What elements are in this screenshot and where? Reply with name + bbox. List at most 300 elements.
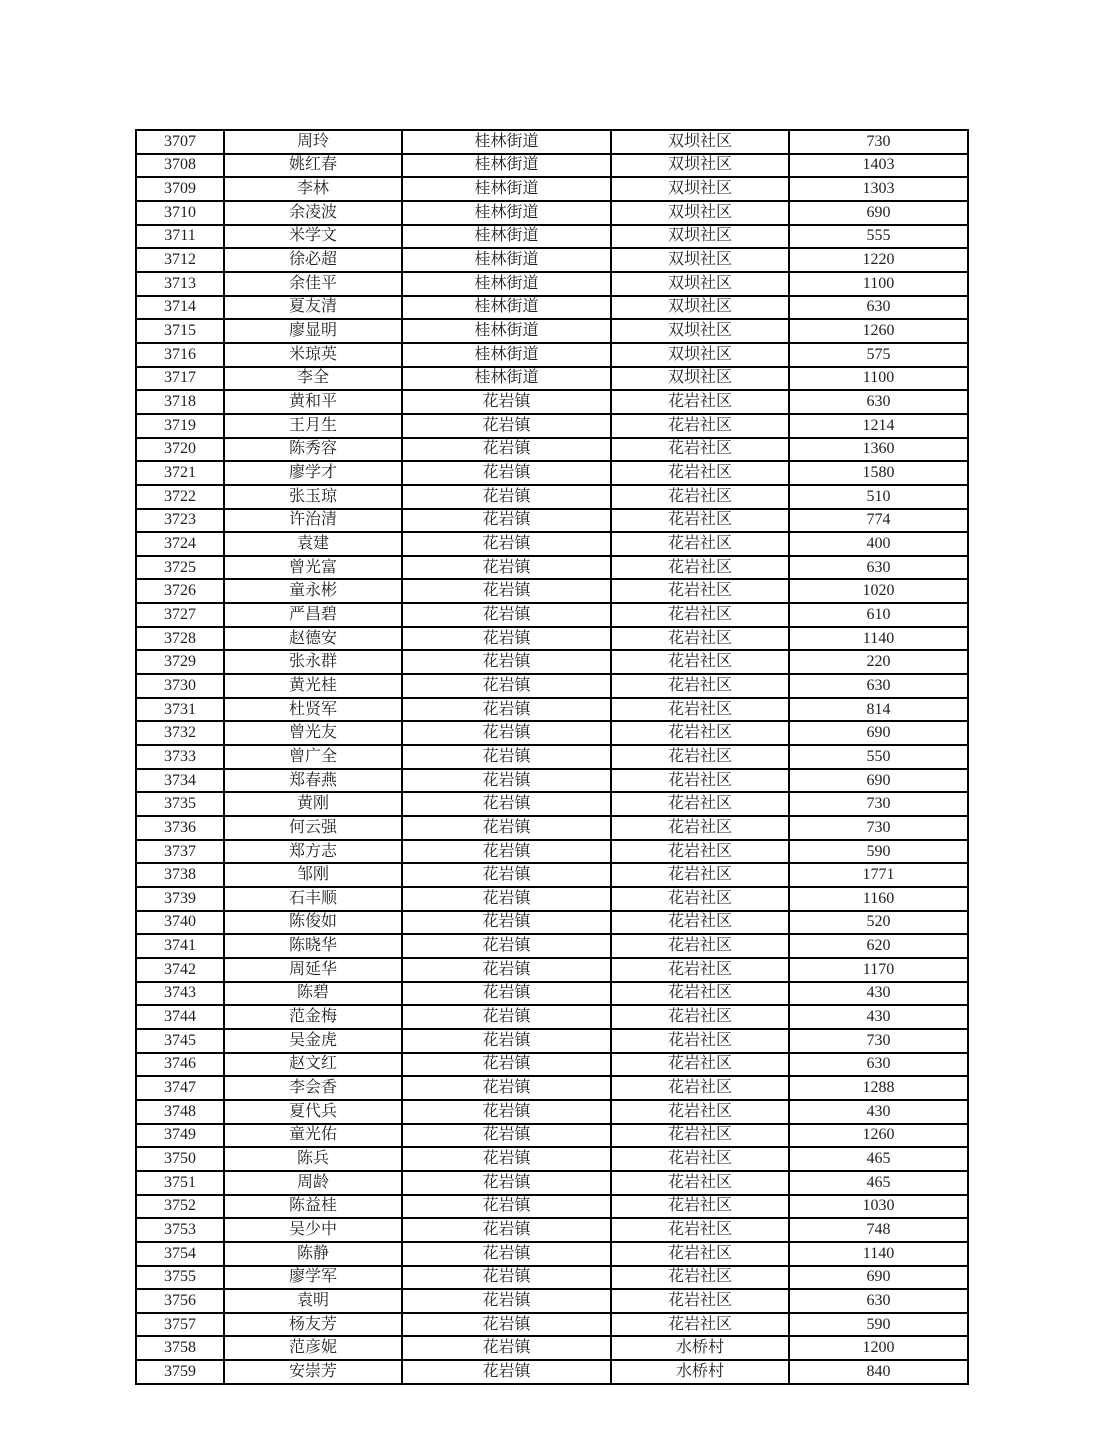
cell-name: 张玉琼 (224, 485, 402, 509)
table-row (136, 627, 968, 651)
cell-amount: 1020 (789, 579, 968, 603)
cell-town: 花岩镇 (402, 863, 611, 887)
cell-community: 花岩社区 (611, 1289, 789, 1313)
cell-serial: 3730 (136, 674, 224, 698)
cell-amount: 465 (789, 1147, 968, 1171)
cell-amount: 1260 (789, 1124, 968, 1148)
table-row (136, 887, 968, 911)
cell-community: 双坝社区 (611, 177, 789, 201)
cell-serial: 3742 (136, 958, 224, 982)
cell-town: 桂林街道 (402, 367, 611, 391)
cell-town: 桂林街道 (402, 248, 611, 272)
cell-community: 花岩社区 (611, 721, 789, 745)
cell-community: 双坝社区 (611, 343, 789, 367)
table-row (136, 438, 968, 462)
cell-town: 花岩镇 (402, 934, 611, 958)
cell-amount: 630 (789, 1289, 968, 1313)
cell-name: 邹刚 (224, 863, 402, 887)
cell-name: 陈晓华 (224, 934, 402, 958)
cell-town: 花岩镇 (402, 390, 611, 414)
cell-community: 花岩社区 (611, 840, 789, 864)
cell-name: 陈秀容 (224, 438, 402, 462)
cell-town: 花岩镇 (402, 887, 611, 911)
table-row (136, 840, 968, 864)
cell-community: 花岩社区 (611, 1053, 789, 1077)
cell-town: 花岩镇 (402, 792, 611, 816)
cell-town: 花岩镇 (402, 650, 611, 674)
cell-town: 花岩镇 (402, 1171, 611, 1195)
table-row (136, 1289, 968, 1313)
cell-name: 廖学军 (224, 1266, 402, 1290)
cell-amount: 430 (789, 1100, 968, 1124)
cell-town: 桂林街道 (402, 177, 611, 201)
cell-community: 花岩社区 (611, 816, 789, 840)
cell-serial: 3746 (136, 1053, 224, 1077)
cell-amount: 1771 (789, 863, 968, 887)
cell-community: 双坝社区 (611, 367, 789, 391)
cell-serial: 3725 (136, 556, 224, 580)
table-row (136, 414, 968, 438)
cell-town: 桂林街道 (402, 225, 611, 249)
cell-town: 花岩镇 (402, 769, 611, 793)
table-row (136, 1029, 968, 1053)
cell-community: 花岩社区 (611, 1005, 789, 1029)
cell-community: 双坝社区 (611, 248, 789, 272)
table-row (136, 792, 968, 816)
cell-town: 花岩镇 (402, 461, 611, 485)
cell-name: 曾广全 (224, 745, 402, 769)
cell-name: 童光佑 (224, 1124, 402, 1148)
cell-serial: 3753 (136, 1218, 224, 1242)
cell-community: 花岩社区 (611, 674, 789, 698)
cell-town: 花岩镇 (402, 1124, 611, 1148)
cell-community: 花岩社区 (611, 461, 789, 485)
cell-serial: 3745 (136, 1029, 224, 1053)
cell-amount: 430 (789, 1005, 968, 1029)
cell-town: 桂林街道 (402, 319, 611, 343)
cell-serial: 3714 (136, 296, 224, 320)
cell-community: 水桥村 (611, 1336, 789, 1360)
cell-town: 花岩镇 (402, 674, 611, 698)
cell-serial: 3733 (136, 745, 224, 769)
cell-town: 花岩镇 (402, 745, 611, 769)
table-row (136, 958, 968, 982)
cell-town: 桂林街道 (402, 296, 611, 320)
cell-amount: 590 (789, 1313, 968, 1337)
cell-amount: 1220 (789, 248, 968, 272)
cell-amount: 400 (789, 532, 968, 556)
cell-serial: 3729 (136, 650, 224, 674)
cell-amount: 550 (789, 745, 968, 769)
cell-name: 李全 (224, 367, 402, 391)
cell-name: 夏友清 (224, 296, 402, 320)
cell-town: 花岩镇 (402, 721, 611, 745)
cell-serial: 3716 (136, 343, 224, 367)
cell-serial: 3759 (136, 1360, 224, 1384)
cell-amount: 1303 (789, 177, 968, 201)
cell-community: 花岩社区 (611, 438, 789, 462)
cell-town: 花岩镇 (402, 1242, 611, 1266)
cell-amount: 1288 (789, 1076, 968, 1100)
cell-serial: 3728 (136, 627, 224, 651)
table-row (136, 1218, 968, 1242)
cell-amount: 730 (789, 130, 968, 154)
cell-name: 吴少中 (224, 1218, 402, 1242)
cell-name: 李会香 (224, 1076, 402, 1100)
table-row (136, 1360, 968, 1384)
cell-community: 花岩社区 (611, 769, 789, 793)
cell-serial: 3710 (136, 201, 224, 225)
cell-town: 花岩镇 (402, 816, 611, 840)
cell-amount: 774 (789, 509, 968, 533)
cell-town: 花岩镇 (402, 579, 611, 603)
cell-name: 张永群 (224, 650, 402, 674)
table-row (136, 816, 968, 840)
cell-name: 杜贤军 (224, 698, 402, 722)
cell-name: 陈兵 (224, 1147, 402, 1171)
cell-serial: 3755 (136, 1266, 224, 1290)
table-row (136, 1124, 968, 1148)
table-row (136, 1005, 968, 1029)
cell-serial: 3741 (136, 934, 224, 958)
table-row (136, 1053, 968, 1077)
cell-amount: 630 (789, 296, 968, 320)
table-row (136, 154, 968, 178)
records-table-body (136, 130, 968, 1384)
cell-name: 周龄 (224, 1171, 402, 1195)
table-row (136, 201, 968, 225)
cell-amount: 1360 (789, 438, 968, 462)
cell-name: 吴金虎 (224, 1029, 402, 1053)
cell-town: 花岩镇 (402, 1076, 611, 1100)
cell-town: 花岩镇 (402, 1218, 611, 1242)
cell-serial: 3748 (136, 1100, 224, 1124)
cell-town: 花岩镇 (402, 532, 611, 556)
cell-town: 桂林街道 (402, 272, 611, 296)
cell-name: 郑春燕 (224, 769, 402, 793)
cell-town: 花岩镇 (402, 627, 611, 651)
cell-town: 花岩镇 (402, 1005, 611, 1029)
cell-community: 花岩社区 (611, 1124, 789, 1148)
table-row (136, 556, 968, 580)
cell-name: 徐必超 (224, 248, 402, 272)
cell-amount: 690 (789, 1266, 968, 1290)
cell-community: 花岩社区 (611, 863, 789, 887)
cell-serial: 3750 (136, 1147, 224, 1171)
table-row (136, 272, 968, 296)
cell-serial: 3737 (136, 840, 224, 864)
table-row (136, 1266, 968, 1290)
cell-community: 花岩社区 (611, 390, 789, 414)
cell-community: 水桥村 (611, 1360, 789, 1384)
cell-serial: 3717 (136, 367, 224, 391)
table-row (136, 745, 968, 769)
cell-amount: 220 (789, 650, 968, 674)
cell-name: 石丰顺 (224, 887, 402, 911)
cell-name: 童永彬 (224, 579, 402, 603)
cell-amount: 690 (789, 201, 968, 225)
table-row (136, 863, 968, 887)
cell-name: 王月生 (224, 414, 402, 438)
cell-community: 花岩社区 (611, 911, 789, 935)
table-row (136, 769, 968, 793)
table-row (136, 343, 968, 367)
cell-name: 黄刚 (224, 792, 402, 816)
cell-serial: 3727 (136, 603, 224, 627)
cell-name: 李林 (224, 177, 402, 201)
cell-town: 花岩镇 (402, 1360, 611, 1384)
cell-town: 花岩镇 (402, 1029, 611, 1053)
cell-community: 花岩社区 (611, 414, 789, 438)
table-row (136, 1195, 968, 1219)
cell-name: 陈益桂 (224, 1195, 402, 1219)
table-row (136, 1336, 968, 1360)
cell-amount: 730 (789, 816, 968, 840)
table-row (136, 721, 968, 745)
cell-amount: 1140 (789, 627, 968, 651)
cell-amount: 575 (789, 343, 968, 367)
cell-serial: 3712 (136, 248, 224, 272)
cell-serial: 3711 (136, 225, 224, 249)
cell-amount: 690 (789, 769, 968, 793)
cell-name: 陈俊如 (224, 911, 402, 935)
table-row (136, 698, 968, 722)
table-row (136, 1313, 968, 1337)
cell-amount: 730 (789, 792, 968, 816)
cell-amount: 1214 (789, 414, 968, 438)
table-row (136, 1242, 968, 1266)
cell-town: 花岩镇 (402, 1313, 611, 1337)
cell-community: 花岩社区 (611, 792, 789, 816)
table-row (136, 911, 968, 935)
cell-amount: 748 (789, 1218, 968, 1242)
cell-community: 花岩社区 (611, 485, 789, 509)
cell-name: 余佳平 (224, 272, 402, 296)
cell-serial: 3739 (136, 887, 224, 911)
cell-amount: 1030 (789, 1195, 968, 1219)
cell-community: 花岩社区 (611, 650, 789, 674)
table-row (136, 603, 968, 627)
cell-community: 花岩社区 (611, 627, 789, 651)
cell-town: 花岩镇 (402, 840, 611, 864)
cell-community: 花岩社区 (611, 579, 789, 603)
cell-name: 何云强 (224, 816, 402, 840)
cell-community: 花岩社区 (611, 556, 789, 580)
cell-name: 陈静 (224, 1242, 402, 1266)
cell-serial: 3718 (136, 390, 224, 414)
cell-name: 曾光富 (224, 556, 402, 580)
table-row (136, 248, 968, 272)
cell-town: 花岩镇 (402, 485, 611, 509)
cell-amount: 630 (789, 1053, 968, 1077)
cell-serial: 3723 (136, 509, 224, 533)
cell-name: 安崇芳 (224, 1360, 402, 1384)
cell-serial: 3751 (136, 1171, 224, 1195)
cell-name: 赵德安 (224, 627, 402, 651)
cell-name: 夏代兵 (224, 1100, 402, 1124)
cell-serial: 3724 (136, 532, 224, 556)
cell-community: 花岩社区 (611, 1195, 789, 1219)
cell-town: 花岩镇 (402, 414, 611, 438)
cell-amount: 1580 (789, 461, 968, 485)
cell-serial: 3709 (136, 177, 224, 201)
cell-serial: 3722 (136, 485, 224, 509)
cell-serial: 3731 (136, 698, 224, 722)
cell-community: 花岩社区 (611, 1242, 789, 1266)
cell-amount: 1100 (789, 367, 968, 391)
cell-serial: 3754 (136, 1242, 224, 1266)
cell-name: 严昌碧 (224, 603, 402, 627)
cell-amount: 1140 (789, 1242, 968, 1266)
cell-name: 廖显明 (224, 319, 402, 343)
table-row (136, 934, 968, 958)
cell-town: 花岩镇 (402, 1053, 611, 1077)
cell-serial: 3744 (136, 1005, 224, 1029)
table-row (136, 509, 968, 533)
cell-community: 花岩社区 (611, 1218, 789, 1242)
cell-amount: 555 (789, 225, 968, 249)
cell-name: 曾光友 (224, 721, 402, 745)
cell-community: 花岩社区 (611, 1147, 789, 1171)
cell-town: 花岩镇 (402, 1266, 611, 1290)
cell-community: 花岩社区 (611, 982, 789, 1006)
cell-town: 花岩镇 (402, 1289, 611, 1313)
cell-serial: 3747 (136, 1076, 224, 1100)
cell-community: 花岩社区 (611, 1076, 789, 1100)
cell-community: 花岩社区 (611, 958, 789, 982)
cell-serial: 3738 (136, 863, 224, 887)
table-row (136, 579, 968, 603)
cell-serial: 3708 (136, 154, 224, 178)
cell-amount: 1200 (789, 1336, 968, 1360)
table-row (136, 485, 968, 509)
cell-name: 黄和平 (224, 390, 402, 414)
table-row (136, 177, 968, 201)
cell-serial: 3757 (136, 1313, 224, 1337)
cell-amount: 730 (789, 1029, 968, 1053)
cell-amount: 430 (789, 982, 968, 1006)
cell-serial: 3743 (136, 982, 224, 1006)
table-row (136, 367, 968, 391)
table-row (136, 1171, 968, 1195)
cell-community: 花岩社区 (611, 698, 789, 722)
cell-serial: 3713 (136, 272, 224, 296)
cell-amount: 630 (789, 556, 968, 580)
cell-name: 周延华 (224, 958, 402, 982)
cell-community: 双坝社区 (611, 319, 789, 343)
cell-amount: 590 (789, 840, 968, 864)
cell-name: 郑方志 (224, 840, 402, 864)
table-row (136, 650, 968, 674)
cell-community: 花岩社区 (611, 509, 789, 533)
cell-name: 陈碧 (224, 982, 402, 1006)
cell-name: 范彦妮 (224, 1336, 402, 1360)
table-row (136, 319, 968, 343)
table-row (136, 982, 968, 1006)
cell-community: 花岩社区 (611, 1171, 789, 1195)
table-row (136, 1100, 968, 1124)
cell-serial: 3735 (136, 792, 224, 816)
cell-amount: 465 (789, 1171, 968, 1195)
cell-name: 余凌波 (224, 201, 402, 225)
cell-name: 廖学才 (224, 461, 402, 485)
cell-town: 花岩镇 (402, 603, 611, 627)
cell-community: 花岩社区 (611, 1029, 789, 1053)
cell-town: 花岩镇 (402, 1336, 611, 1360)
table-row (136, 225, 968, 249)
cell-name: 袁明 (224, 1289, 402, 1313)
cell-town: 花岩镇 (402, 911, 611, 935)
records-table (135, 129, 969, 1385)
cell-amount: 520 (789, 911, 968, 935)
cell-serial: 3758 (136, 1336, 224, 1360)
cell-town: 花岩镇 (402, 958, 611, 982)
cell-town: 桂林街道 (402, 130, 611, 154)
cell-serial: 3720 (136, 438, 224, 462)
cell-name: 杨友芳 (224, 1313, 402, 1337)
cell-serial: 3707 (136, 130, 224, 154)
cell-community: 花岩社区 (611, 887, 789, 911)
cell-community: 双坝社区 (611, 130, 789, 154)
cell-serial: 3749 (136, 1124, 224, 1148)
cell-serial: 3740 (136, 911, 224, 935)
cell-town: 花岩镇 (402, 698, 611, 722)
cell-town: 花岩镇 (402, 509, 611, 533)
cell-community: 双坝社区 (611, 296, 789, 320)
cell-name: 袁建 (224, 532, 402, 556)
cell-amount: 620 (789, 934, 968, 958)
cell-name: 许治清 (224, 509, 402, 533)
cell-amount: 630 (789, 674, 968, 698)
cell-town: 桂林街道 (402, 343, 611, 367)
cell-town: 花岩镇 (402, 1100, 611, 1124)
cell-name: 米琼英 (224, 343, 402, 367)
cell-amount: 1403 (789, 154, 968, 178)
cell-community: 花岩社区 (611, 1266, 789, 1290)
cell-town: 桂林街道 (402, 201, 611, 225)
cell-serial: 3736 (136, 816, 224, 840)
cell-amount: 690 (789, 721, 968, 745)
cell-serial: 3734 (136, 769, 224, 793)
table-row (136, 532, 968, 556)
cell-amount: 1160 (789, 887, 968, 911)
table-row (136, 130, 968, 154)
cell-amount: 610 (789, 603, 968, 627)
cell-serial: 3719 (136, 414, 224, 438)
cell-community: 花岩社区 (611, 1313, 789, 1337)
cell-name: 赵文红 (224, 1053, 402, 1077)
table-row (136, 296, 968, 320)
cell-community: 花岩社区 (611, 532, 789, 556)
cell-serial: 3756 (136, 1289, 224, 1313)
cell-name: 姚红春 (224, 154, 402, 178)
table-row (136, 461, 968, 485)
table-row (136, 390, 968, 414)
cell-amount: 630 (789, 390, 968, 414)
cell-name: 周玲 (224, 130, 402, 154)
cell-amount: 510 (789, 485, 968, 509)
cell-serial: 3726 (136, 579, 224, 603)
cell-amount: 814 (789, 698, 968, 722)
cell-amount: 1170 (789, 958, 968, 982)
cell-serial: 3721 (136, 461, 224, 485)
cell-town: 花岩镇 (402, 1195, 611, 1219)
cell-name: 黄光桂 (224, 674, 402, 698)
cell-name: 范金梅 (224, 1005, 402, 1029)
cell-town: 花岩镇 (402, 982, 611, 1006)
cell-serial: 3715 (136, 319, 224, 343)
cell-amount: 1260 (789, 319, 968, 343)
